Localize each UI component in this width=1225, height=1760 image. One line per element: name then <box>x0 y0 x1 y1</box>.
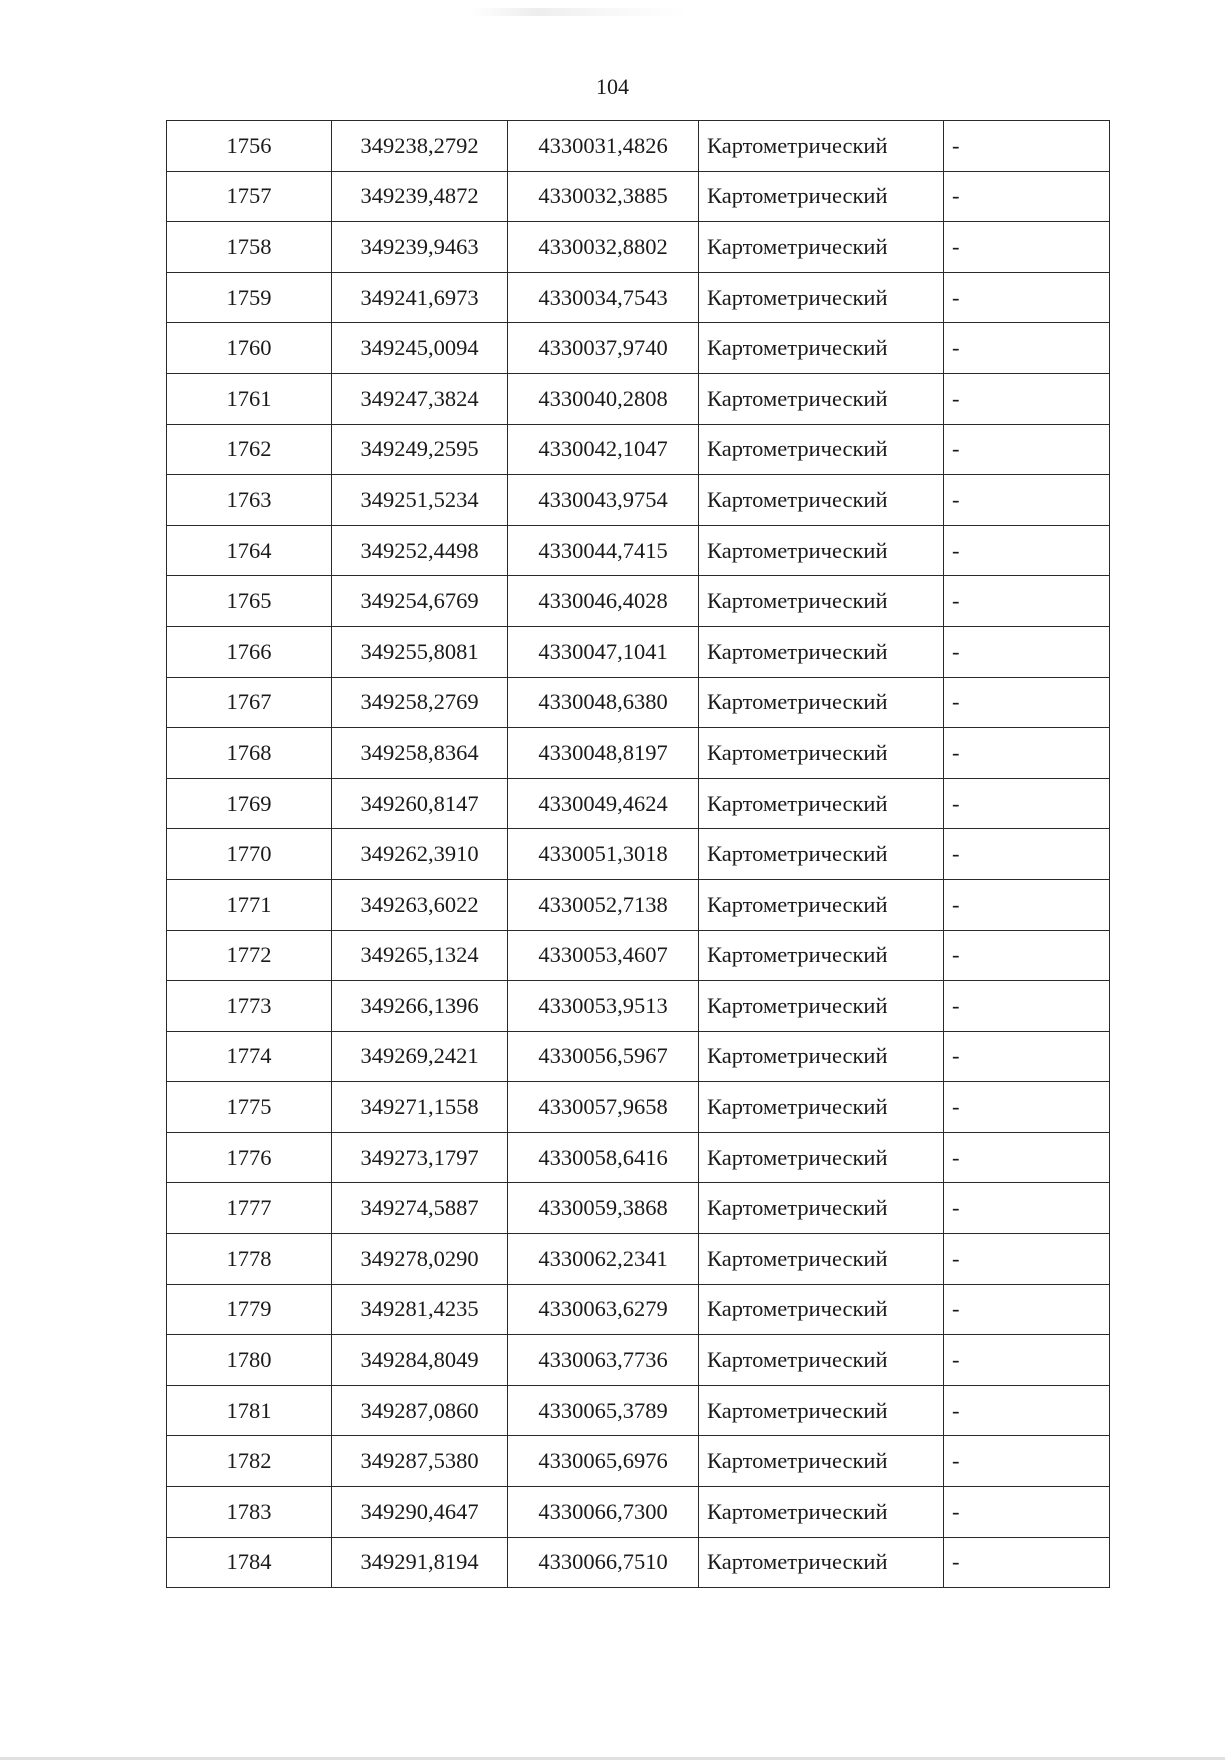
note-cell: - <box>944 323 1110 374</box>
note-cell: - <box>944 1487 1110 1538</box>
point-number-cell: 1766 <box>167 626 332 677</box>
method-cell: Картометрический <box>699 1132 944 1183</box>
x-coordinate-cell: 349241,6973 <box>332 272 508 323</box>
note-cell: - <box>944 626 1110 677</box>
point-number-cell: 1772 <box>167 930 332 981</box>
x-coordinate-cell: 349271,1558 <box>332 1082 508 1133</box>
point-number-cell: 1767 <box>167 677 332 728</box>
point-number-cell: 1761 <box>167 373 332 424</box>
y-coordinate-cell: 4330053,9513 <box>508 981 699 1032</box>
method-cell: Картометрический <box>699 373 944 424</box>
point-number-cell: 1763 <box>167 475 332 526</box>
y-coordinate-cell: 4330031,4826 <box>508 121 699 172</box>
x-coordinate-cell: 349291,8194 <box>332 1537 508 1588</box>
point-number-cell: 1768 <box>167 728 332 779</box>
y-coordinate-cell: 4330034,7543 <box>508 272 699 323</box>
point-number-cell: 1782 <box>167 1436 332 1487</box>
x-coordinate-cell: 349239,9463 <box>332 222 508 273</box>
method-cell: Картометрический <box>699 1234 944 1285</box>
x-coordinate-cell: 349274,5887 <box>332 1183 508 1234</box>
method-cell: Картометрический <box>699 1031 944 1082</box>
table-row <box>167 1234 1110 1285</box>
y-coordinate-cell: 4330051,3018 <box>508 829 699 880</box>
x-coordinate-cell: 349239,4872 <box>332 171 508 222</box>
table-row <box>167 222 1110 273</box>
table-row <box>167 323 1110 374</box>
point-number-cell: 1775 <box>167 1082 332 1133</box>
x-coordinate-cell: 349245,0094 <box>332 323 508 374</box>
note-cell: - <box>944 728 1110 779</box>
page-number: 104 <box>596 74 629 99</box>
coordinates-table-body <box>167 121 1110 1588</box>
method-cell: Картометрический <box>699 1487 944 1538</box>
y-coordinate-cell: 4330066,7300 <box>508 1487 699 1538</box>
point-number-cell: 1774 <box>167 1031 332 1082</box>
y-coordinate-cell: 4330056,5967 <box>508 1031 699 1082</box>
table-row <box>167 1385 1110 1436</box>
y-coordinate-cell: 4330040,2808 <box>508 373 699 424</box>
x-coordinate-cell: 349273,1797 <box>332 1132 508 1183</box>
method-cell: Картометрический <box>699 121 944 172</box>
note-cell: - <box>944 879 1110 930</box>
method-cell: Картометрический <box>699 1183 944 1234</box>
table-row <box>167 879 1110 930</box>
method-cell: Картометрический <box>699 272 944 323</box>
note-cell: - <box>944 1183 1110 1234</box>
y-coordinate-cell: 4330053,4607 <box>508 930 699 981</box>
x-coordinate-cell: 349290,4647 <box>332 1487 508 1538</box>
x-coordinate-cell: 349266,1396 <box>332 981 508 1032</box>
table-row <box>167 1436 1110 1487</box>
y-coordinate-cell: 4330047,1041 <box>508 626 699 677</box>
x-coordinate-cell: 349254,6769 <box>332 576 508 627</box>
point-number-cell: 1770 <box>167 829 332 880</box>
y-coordinate-cell: 4330046,4028 <box>508 576 699 627</box>
x-coordinate-cell: 349284,8049 <box>332 1335 508 1386</box>
table-row <box>167 1335 1110 1386</box>
y-coordinate-cell: 4330058,6416 <box>508 1132 699 1183</box>
point-number-cell: 1760 <box>167 323 332 374</box>
note-cell: - <box>944 1385 1110 1436</box>
method-cell: Картометрический <box>699 222 944 273</box>
table-row <box>167 1082 1110 1133</box>
point-number-cell: 1773 <box>167 981 332 1032</box>
scan-artifact <box>470 8 690 16</box>
y-coordinate-cell: 4330057,9658 <box>508 1082 699 1133</box>
method-cell: Картометрический <box>699 981 944 1032</box>
point-number-cell: 1778 <box>167 1234 332 1285</box>
table-row <box>167 121 1110 172</box>
point-number-cell: 1784 <box>167 1537 332 1588</box>
note-cell: - <box>944 475 1110 526</box>
coordinates-table <box>166 120 1110 1588</box>
y-coordinate-cell: 4330063,6279 <box>508 1284 699 1335</box>
method-cell: Картометрический <box>699 829 944 880</box>
note-cell: - <box>944 576 1110 627</box>
y-coordinate-cell: 4330042,1047 <box>508 424 699 475</box>
method-cell: Картометрический <box>699 1537 944 1588</box>
point-number-cell: 1780 <box>167 1335 332 1386</box>
x-coordinate-cell: 349278,0290 <box>332 1234 508 1285</box>
method-cell: Картометрический <box>699 424 944 475</box>
x-coordinate-cell: 349252,4498 <box>332 525 508 576</box>
point-number-cell: 1771 <box>167 879 332 930</box>
table-row <box>167 778 1110 829</box>
point-number-cell: 1779 <box>167 1284 332 1335</box>
x-coordinate-cell: 349247,3824 <box>332 373 508 424</box>
table-row <box>167 829 1110 880</box>
y-coordinate-cell: 4330037,9740 <box>508 323 699 374</box>
y-coordinate-cell: 4330049,4624 <box>508 778 699 829</box>
note-cell: - <box>944 171 1110 222</box>
table-row <box>167 525 1110 576</box>
x-coordinate-cell: 349287,0860 <box>332 1385 508 1436</box>
method-cell: Картометрический <box>699 1082 944 1133</box>
point-number-cell: 1776 <box>167 1132 332 1183</box>
note-cell: - <box>944 1436 1110 1487</box>
y-coordinate-cell: 4330065,3789 <box>508 1385 699 1436</box>
x-coordinate-cell: 349255,8081 <box>332 626 508 677</box>
y-coordinate-cell: 4330063,7736 <box>508 1335 699 1386</box>
y-coordinate-cell: 4330048,8197 <box>508 728 699 779</box>
note-cell: - <box>944 222 1110 273</box>
y-coordinate-cell: 4330052,7138 <box>508 879 699 930</box>
method-cell: Картометрический <box>699 323 944 374</box>
method-cell: Картометрический <box>699 879 944 930</box>
x-coordinate-cell: 349258,2769 <box>332 677 508 728</box>
x-coordinate-cell: 349249,2595 <box>332 424 508 475</box>
method-cell: Картометрический <box>699 1284 944 1335</box>
method-cell: Картометрический <box>699 171 944 222</box>
x-coordinate-cell: 349260,8147 <box>332 778 508 829</box>
x-coordinate-cell: 349265,1324 <box>332 930 508 981</box>
point-number-cell: 1783 <box>167 1487 332 1538</box>
point-number-cell: 1764 <box>167 525 332 576</box>
y-coordinate-cell: 4330065,6976 <box>508 1436 699 1487</box>
note-cell: - <box>944 1537 1110 1588</box>
note-cell: - <box>944 424 1110 475</box>
table-row <box>167 171 1110 222</box>
method-cell: Картометрический <box>699 1385 944 1436</box>
table-row <box>167 728 1110 779</box>
table-row <box>167 1183 1110 1234</box>
note-cell: - <box>944 778 1110 829</box>
point-number-cell: 1758 <box>167 222 332 273</box>
note-cell: - <box>944 272 1110 323</box>
table-row <box>167 1031 1110 1082</box>
point-number-cell: 1777 <box>167 1183 332 1234</box>
method-cell: Картометрический <box>699 1335 944 1386</box>
table-row <box>167 272 1110 323</box>
method-cell: Картометрический <box>699 1436 944 1487</box>
point-number-cell: 1756 <box>167 121 332 172</box>
point-number-cell: 1781 <box>167 1385 332 1436</box>
note-cell: - <box>944 525 1110 576</box>
x-coordinate-cell: 349262,3910 <box>332 829 508 880</box>
note-cell: - <box>944 1284 1110 1335</box>
note-cell: - <box>944 829 1110 880</box>
table-row <box>167 373 1110 424</box>
x-coordinate-cell: 349263,6022 <box>332 879 508 930</box>
method-cell: Картометрический <box>699 475 944 526</box>
table-row <box>167 626 1110 677</box>
table-row <box>167 576 1110 627</box>
x-coordinate-cell: 349238,2792 <box>332 121 508 172</box>
table-row <box>167 475 1110 526</box>
table-row <box>167 1487 1110 1538</box>
method-cell: Картометрический <box>699 930 944 981</box>
y-coordinate-cell: 4330032,8802 <box>508 222 699 273</box>
method-cell: Картометрический <box>699 677 944 728</box>
x-coordinate-cell: 349258,8364 <box>332 728 508 779</box>
note-cell: - <box>944 1335 1110 1386</box>
table-row <box>167 1132 1110 1183</box>
y-coordinate-cell: 4330059,3868 <box>508 1183 699 1234</box>
table-row <box>167 930 1110 981</box>
y-coordinate-cell: 4330048,6380 <box>508 677 699 728</box>
note-cell: - <box>944 981 1110 1032</box>
y-coordinate-cell: 4330062,2341 <box>508 1234 699 1285</box>
y-coordinate-cell: 4330043,9754 <box>508 475 699 526</box>
table-row <box>167 1284 1110 1335</box>
table-row <box>167 677 1110 728</box>
x-coordinate-cell: 349287,5380 <box>332 1436 508 1487</box>
table-row <box>167 1537 1110 1588</box>
note-cell: - <box>944 1082 1110 1133</box>
note-cell: - <box>944 677 1110 728</box>
method-cell: Картометрический <box>699 525 944 576</box>
method-cell: Картометрический <box>699 728 944 779</box>
x-coordinate-cell: 349251,5234 <box>332 475 508 526</box>
method-cell: Картометрический <box>699 778 944 829</box>
note-cell: - <box>944 930 1110 981</box>
point-number-cell: 1762 <box>167 424 332 475</box>
table-row <box>167 424 1110 475</box>
point-number-cell: 1769 <box>167 778 332 829</box>
note-cell: - <box>944 1234 1110 1285</box>
method-cell: Картометрический <box>699 576 944 627</box>
y-coordinate-cell: 4330066,7510 <box>508 1537 699 1588</box>
note-cell: - <box>944 1031 1110 1082</box>
point-number-cell: 1757 <box>167 171 332 222</box>
point-number-cell: 1765 <box>167 576 332 627</box>
y-coordinate-cell: 4330032,3885 <box>508 171 699 222</box>
point-number-cell: 1759 <box>167 272 332 323</box>
note-cell: - <box>944 373 1110 424</box>
note-cell: - <box>944 1132 1110 1183</box>
x-coordinate-cell: 349281,4235 <box>332 1284 508 1335</box>
method-cell: Картометрический <box>699 626 944 677</box>
note-cell: - <box>944 121 1110 172</box>
x-coordinate-cell: 349269,2421 <box>332 1031 508 1082</box>
y-coordinate-cell: 4330044,7415 <box>508 525 699 576</box>
table-row <box>167 981 1110 1032</box>
